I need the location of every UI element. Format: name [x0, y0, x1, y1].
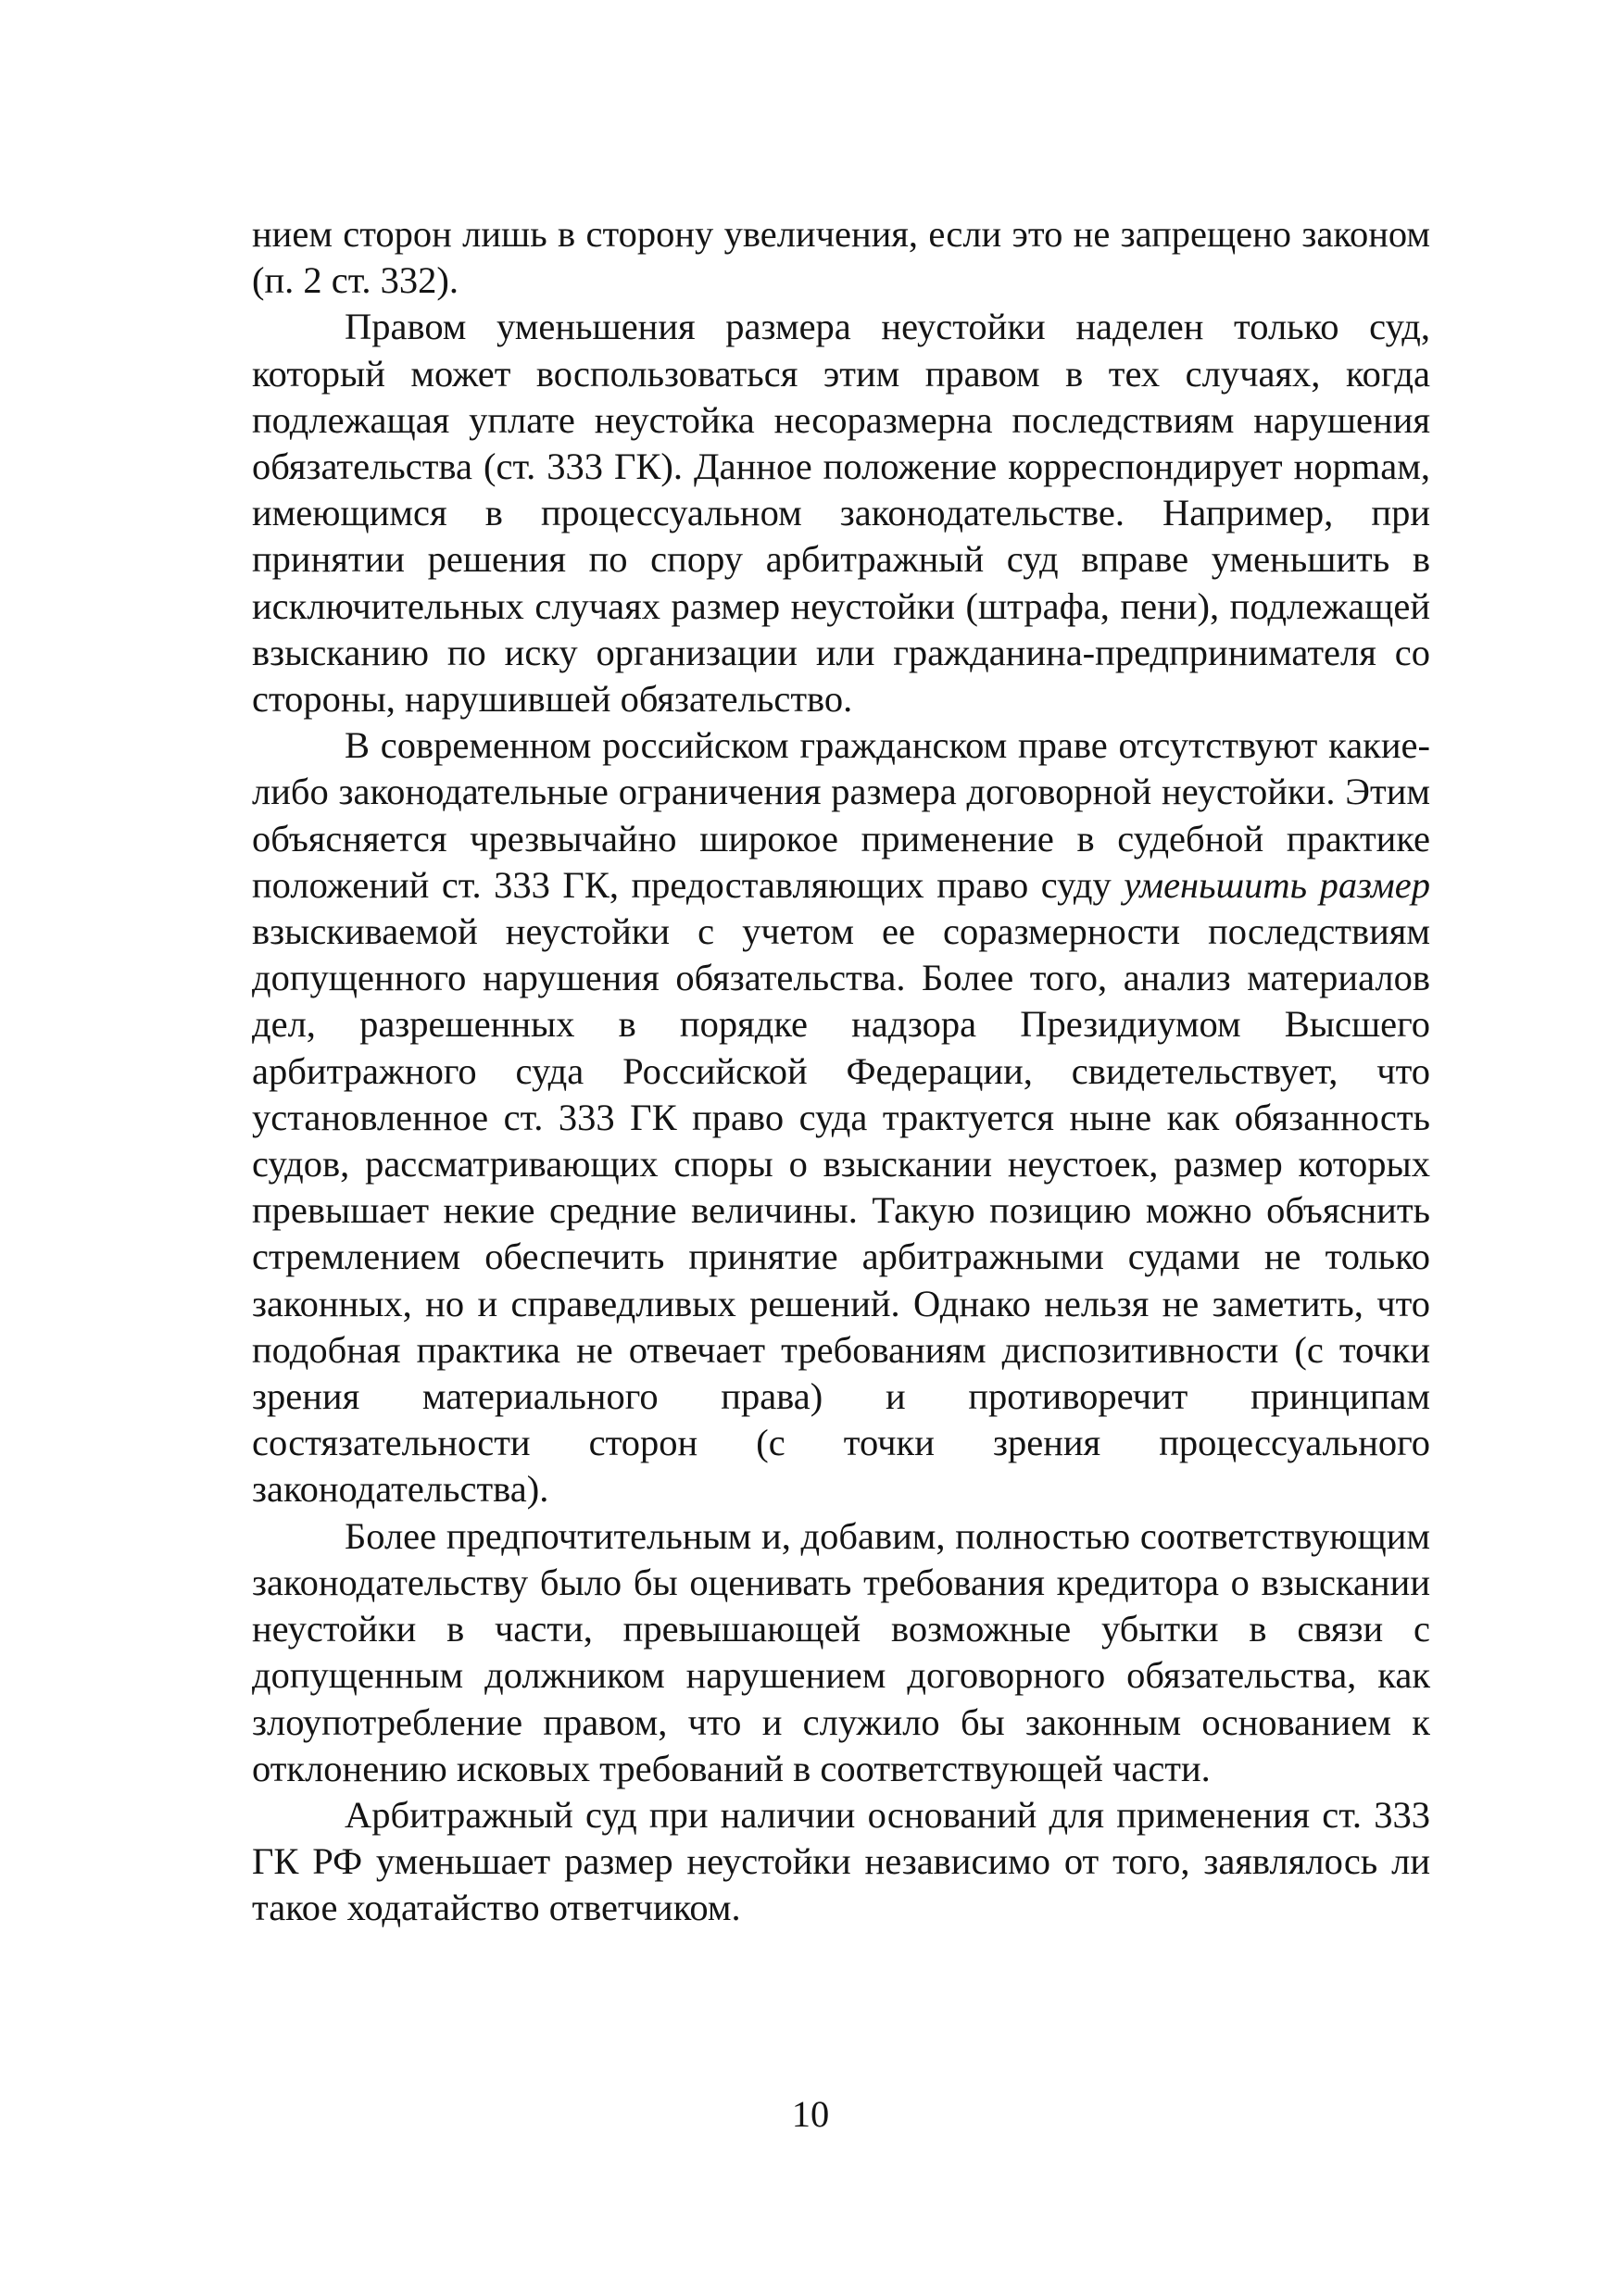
paragraph-1: нием сторон лишь в сторону увеличения, если это не запрещено законом (п. 2 ст. 332). — [252, 213, 1430, 302]
page-number: 10 — [791, 2093, 830, 2135]
paragraph-3 — [252, 722, 1430, 1512]
paragraph-3-text-before: В современном российском гражданском праве отсутствуют какие-либо законодательные ограничения размера договорной неустойки. Этим объясняется чрезвычайно широкое применение в судебной практике положений ст. 333 ГК, предоставляющих право суду — [252, 724, 1430, 906]
paragraph-5: Арбитражный суд при наличии оснований для применения ст. 333 ГК РФ уменьшает размер неустойки независимо от того, заявлялось ли такое ходатайство ответчиком. — [252, 1793, 1430, 1929]
paragraph-2: Правом уменьшения размера неустойки наделен только суд, который может воспользоваться этим правом в тех случаях, когда подлежащая уплате неустойка несоразмерна последствиям нарушения обязательства (ст. 333 ГК). Данное положение корреспондирует норmам, имеющимся в процессуальном законодательстве. Например, при принятии решения по спору арбитражный суд вправе уменьшить в исключительных случаях размер неустойки (штрафа, пени), подлежащей взысканию по иску организации или гражданина-предпринимателя со стороны, нарушившей обязательство. — [252, 306, 1430, 721]
body-text — [252, 211, 1430, 1932]
paragraph-3-text-after: взыскиваемой неустойки с учетом ее соразмерности последствиям допущенного нарушения обязательства. Более того, анализ материалов дел, разрешенных в порядке надзора Президиумом Высшего арбитражного суда Российской Федерации, свидетельствует, что установленное ст. 333 ГК право суда трактуется ныне как обязанность судов, рассматривающих споры о взыскании неустоек, размер которых превышает некие средние величины. Такую позицию можно объяснить стремлением обеспечить принятие арбитражными судами не только законных, но и справедливых решений. Однако нельзя не заметить, что подобная практика не отвечает требованиям диспозитивности (с точки зрения материального права) и противоречит принципам состязательности сторон (с точки зрения процессуального законодательства). — [252, 910, 1430, 1511]
emphasized-text: уменьшить размер — [1124, 863, 1430, 906]
paragraph-4: Более предпочтительным и, добавим, полностью соответствующим законодательству было бы оценивать требования кредитора о взыскании неустойки в части, превышающей возможные убытки в связи с допущенным должником нарушением договорного обязательства, как злоупотребление правом, что и служило бы законным основанием к отклонению исковых требований в соответствующей части. — [252, 1514, 1430, 1789]
